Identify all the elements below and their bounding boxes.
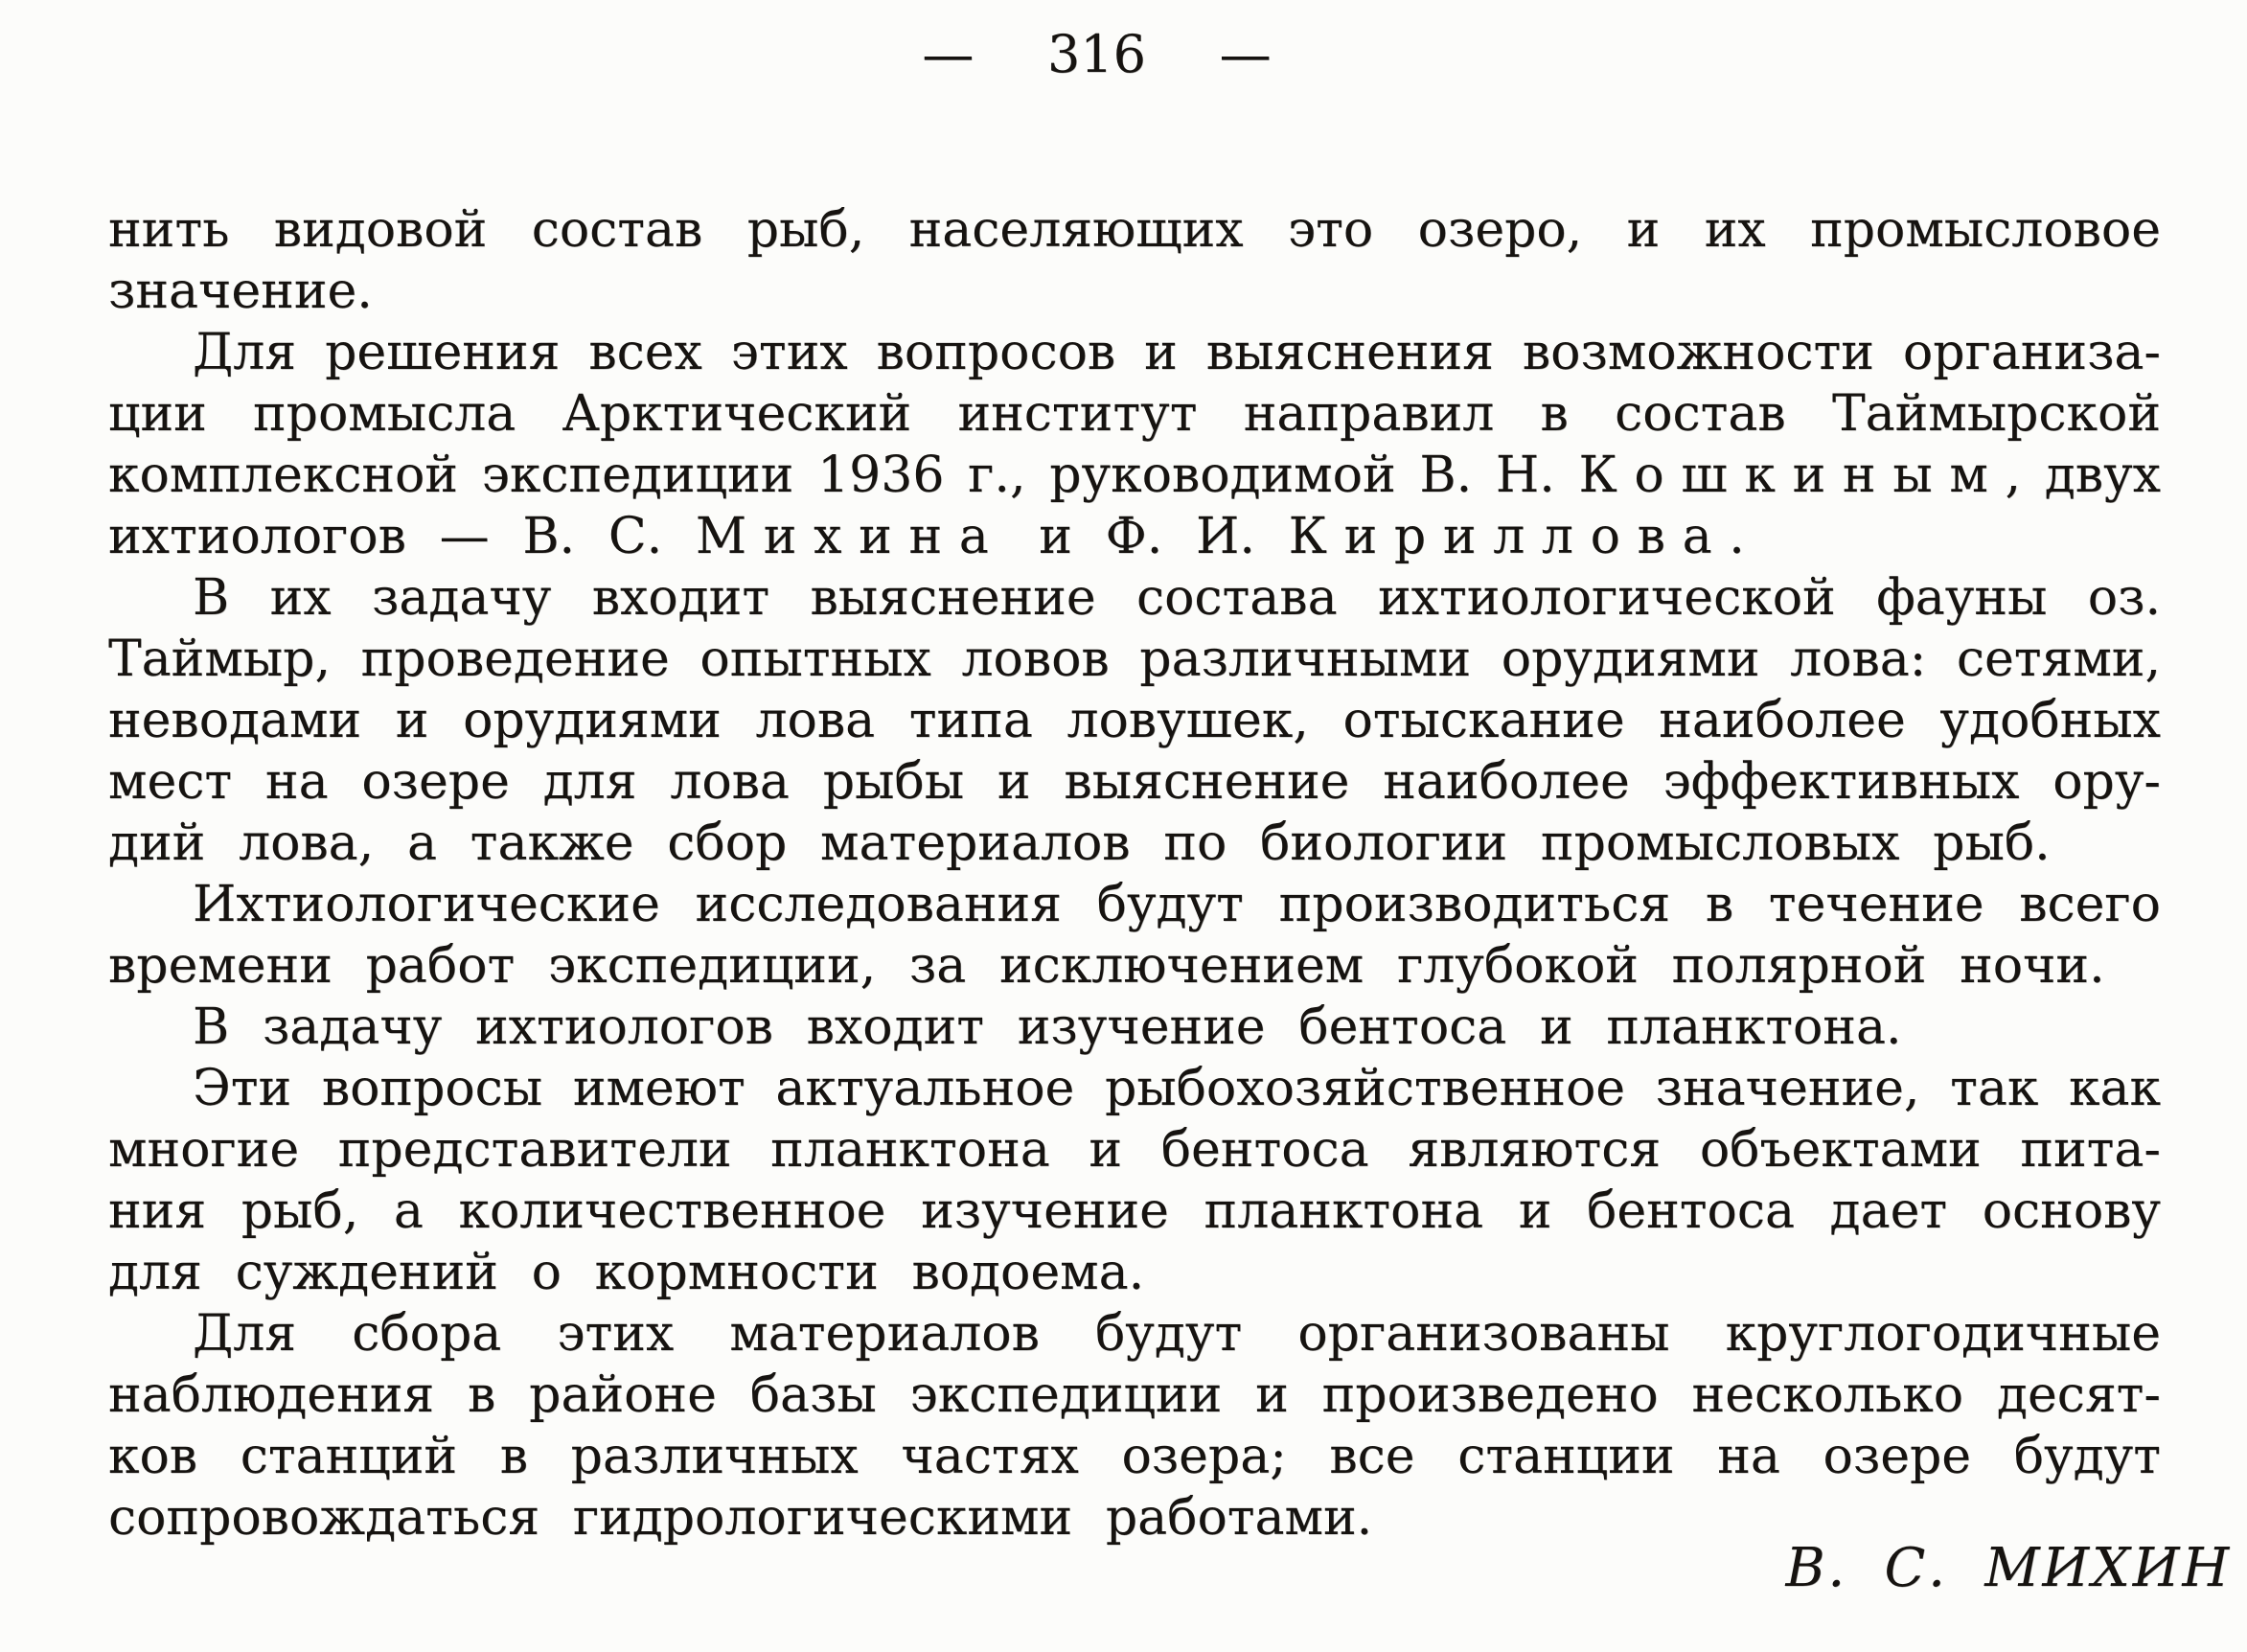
document-body	[108, 199, 2161, 1549]
text-line	[108, 506, 2161, 567]
text-line	[108, 383, 2161, 445]
text-segment: неводами и орудиями лова типа ловушек, отыскание наиболее удобных	[108, 692, 2161, 749]
text-segment: мест на озере для лова рыбы и выяснение наиболее эффективных ору-	[108, 753, 2161, 811]
text-segment: .	[1729, 508, 1745, 565]
text-segment: ции промысла Арктический институт направил в состав Таймырской	[108, 385, 2161, 443]
text-segment: дий лова, а также сбор материалов по биологии промысловых рыб.	[108, 815, 2051, 872]
text-line	[108, 1058, 2161, 1119]
text-segment: ния рыб, а количественное изучение планктона и бентоса дает основу	[108, 1182, 2161, 1240]
text-line	[108, 690, 2161, 751]
author-signature: В. С. МИХИН	[1785, 1537, 2232, 1599]
text-line	[108, 1365, 2161, 1426]
text-segment: Ихтиологические исследования будут производиться в течение всего	[193, 876, 2161, 933]
text-line	[108, 874, 2161, 935]
text-line	[108, 997, 2161, 1058]
text-segment: значение.	[108, 263, 373, 320]
text-line	[108, 261, 2161, 322]
text-segment: и Ф. И.	[1005, 508, 1289, 565]
text-segment: ков станций в различных частях озера; все станции на озере будут	[108, 1428, 2161, 1485]
text-line	[108, 567, 2161, 629]
letterspaced-name: Кошкиным	[1578, 447, 2006, 504]
text-line	[108, 199, 2161, 261]
text-line	[108, 935, 2161, 997]
text-line	[108, 751, 2161, 813]
text-line	[108, 1119, 2161, 1181]
text-line	[108, 813, 2161, 874]
text-line	[108, 1181, 2161, 1242]
text-segment: Для решения всех этих вопросов и выяснения возможности организа-	[193, 324, 2161, 381]
text-segment: сопровождаться гидрологическими работами.	[108, 1489, 1373, 1547]
text-segment: В задачу ихтиологов входит изучение бентоса и планктона.	[193, 998, 1902, 1056]
text-segment: времени работ экспедиции, за исключением глубокой полярной ночи.	[108, 937, 2105, 995]
text-segment: наблюдения в районе базы экспедиции и произведено несколько десят-	[108, 1366, 2161, 1424]
letterspaced-name: Кириллова	[1288, 508, 1730, 565]
text-segment: Для сбора этих материалов будут организованы круглогодичные	[193, 1305, 2161, 1363]
text-segment: ихтиологов — В. С.	[108, 508, 696, 565]
text-line	[108, 1242, 2161, 1303]
text-segment: многие представители планктона и бентоса являются объектами пита-	[108, 1121, 2161, 1179]
page-number-header: — 316 —	[922, 24, 1272, 84]
text-segment: Эти вопросы имеют актуальное рыбохозяйственное значение, так как	[193, 1060, 2161, 1117]
text-line	[108, 445, 2161, 506]
text-line	[108, 322, 2161, 383]
text-segment: Таймыр, проведение опытных ловов различными орудиями лова: сетями,	[108, 631, 2161, 688]
text-segment: В их задачу входит выяснение состава ихтиологической фауны оз.	[193, 569, 2161, 627]
text-segment: , двух	[2005, 447, 2161, 504]
letterspaced-name: Михина	[695, 508, 1006, 565]
text-line	[108, 629, 2161, 690]
text-segment: для суждений о кормности водоема.	[108, 1244, 1145, 1301]
text-line	[108, 1426, 2161, 1487]
text-segment: комплексной экспедиции 1936 г., руководимой В. Н.	[108, 447, 1579, 504]
text-segment: нить видовой состав рыб, населяющих это озеро, и их промысловое	[108, 201, 2161, 259]
text-line	[108, 1303, 2161, 1365]
